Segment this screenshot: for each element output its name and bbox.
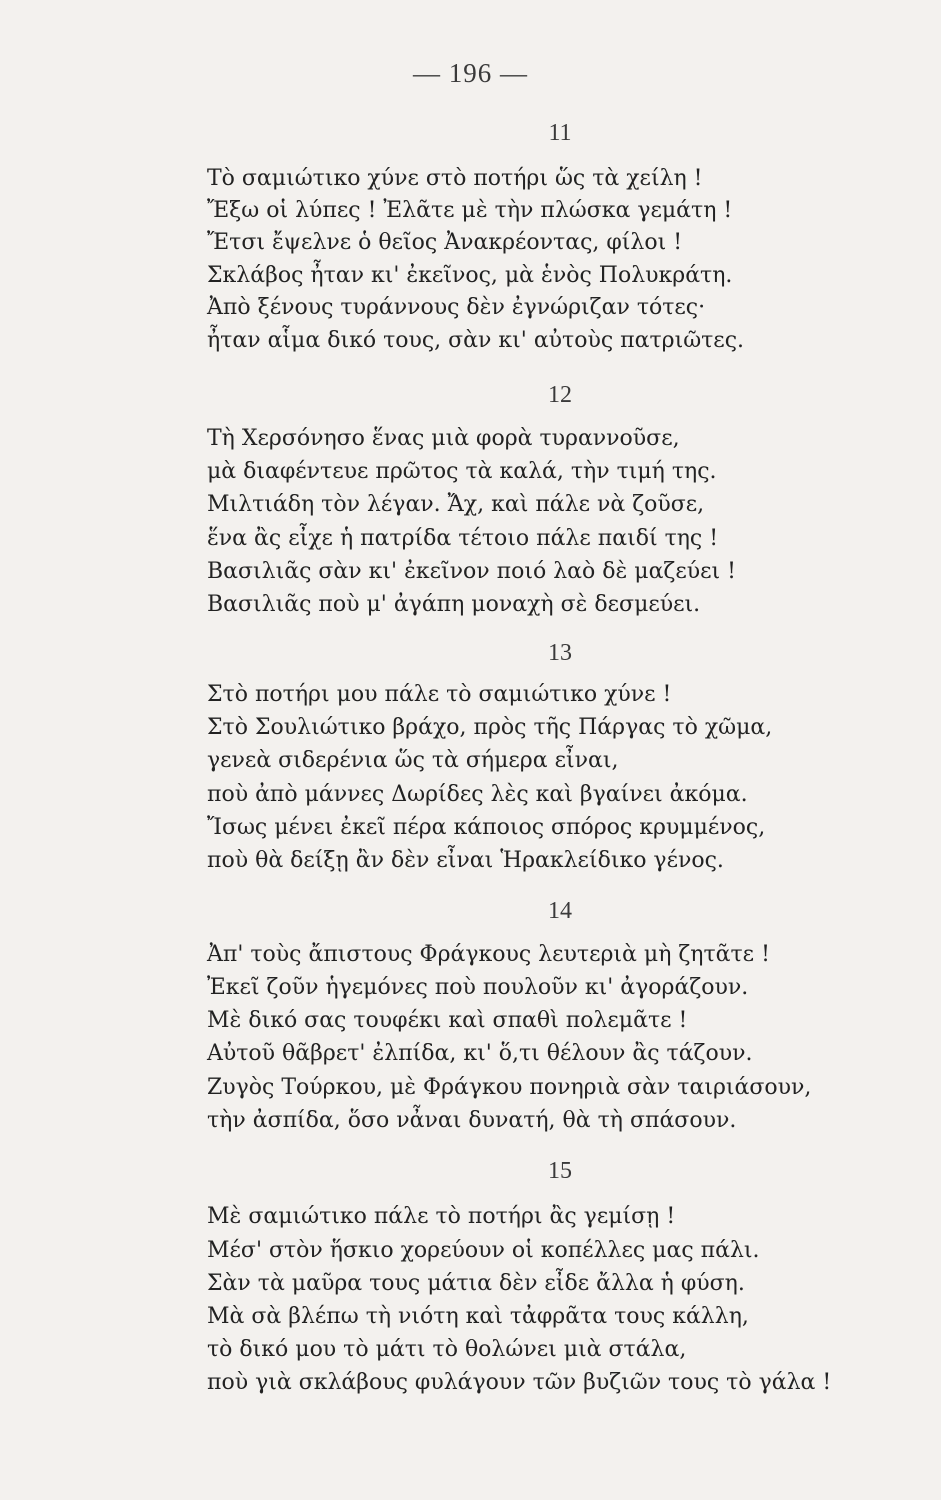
verse-line: ποὺ θὰ δείξῃ ἂν δὲν εἶναι Ἡρακλείδικο γένος. (207, 848, 724, 873)
verse-line: τὸ δικό μου τὸ μάτι τὸ θολώνει μιὰ στάλα, (207, 1337, 687, 1362)
stanza-number: 13 (548, 640, 572, 666)
verse-line: ποὺ ἀπὸ μάννες Δωρίδες λὲς καὶ βγαίνει ἀκόμα. (207, 782, 748, 807)
verse-line: Τὴ Χερσόνησο ἕνας μιὰ φορὰ τυραννοῦσε, (207, 426, 680, 451)
verse-line: γενεὰ σιδερένια ὥς τὰ σήμερα εἶναι, (207, 748, 619, 773)
verse-line: Μὰ σὰ βλέπω τὴ νιότη καὶ τἀφρᾶτα τους κάλλη, (207, 1304, 749, 1329)
verse-line: Ἀπὸ ξένους τυράννους δὲν ἐγνώριζαν τότες· (207, 295, 706, 320)
verse-line: Αὐτοῦ θᾶβρετ' ἐλπίδα, κι' ὅ,τι θέλουν ἂς τάζουν. (207, 1041, 753, 1066)
verse-line: Βασιλιᾶς ποὺ μ' ἀγάπη μοναχὴ σὲ δεσμεύει. (207, 592, 701, 617)
verse-line: Μὲ δικό σας τουφέκι καὶ σπαθὶ πολεμᾶτε ! (207, 1008, 688, 1033)
verse-line: Βασιλιᾶς σὰν κι' ἐκεῖνον ποιό λαὸ δὲ μαζεύει ! (207, 559, 736, 584)
verse-line: Ἴσως μένει ἐκεῖ πέρα κάποιος σπόρος κρυμμένος, (207, 815, 766, 840)
verse-line: Μέσ' στὸν ἥσκιο χορεύουν οἱ κοπέλλες μας πάλι. (207, 1238, 760, 1263)
verse-line: ἦταν αἷμα δικό τους, σὰν κι' αὐτοὺς πατριῶτες. (207, 328, 745, 353)
verse-line: Στὸ Σουλιώτικο βράχο, πρὸς τῆς Πάργας τὸ χῶμα, (207, 715, 773, 740)
stanza-number: 11 (548, 120, 572, 146)
verse-line: Τὸ σαμιώτικο χύνε στὸ ποτήρι ὥς τὰ χείλη ! (207, 166, 703, 191)
verse-line: ἕνα ἂς εἶχε ἡ πατρίδα τέτοιο πάλε παιδί της ! (207, 526, 719, 551)
page-number: — 196 — (413, 58, 528, 88)
verse-line: ποὺ γιὰ σκλάβους φυλάγουν τῶν βυζιῶν τους τὸ γάλα ! (207, 1370, 832, 1395)
verse-line: Στὸ ποτήρι μου πάλε τὸ σαμιώτικο χύνε ! (207, 682, 672, 707)
verse-line: Μιλτιάδη τὸν λέγαν. Ἄχ, καὶ πάλε νὰ ζοῦσε, (207, 492, 705, 517)
verse-line: Ζυγὸς Τούρκου, μὲ Φράγκου πονηριὰ σὰν ταιριάσουν, (207, 1075, 812, 1100)
verse-line: Σκλάβος ἦταν κι' ἐκεῖνος, μὰ ἑνὸς Πολυκράτη. (207, 263, 733, 288)
stanza-number: 14 (548, 898, 572, 924)
verse-line: μὰ διαφέντευε πρῶτος τὰ καλά, τὴν τιμή της. (207, 459, 717, 484)
verse-line: Μὲ σαμιώτικο πάλε τὸ ποτήρι ἂς γεμίσῃ ! (207, 1204, 676, 1229)
verse-line: τὴν ἀσπίδα, ὅσο νἆναι δυνατή, θὰ τὴ σπάσουν. (207, 1108, 737, 1133)
verse-line: Ἔτσι ἔψελνε ὁ θεῖος Ἀνακρέοντας, φίλοι ! (207, 230, 683, 255)
verse-line: Σὰν τὰ μαῦρα τους μάτια δὲν εἶδε ἄλλα ἡ φύση. (207, 1271, 745, 1296)
stanza-number: 12 (548, 382, 572, 408)
verse-line: Ἐκεῖ ζοῦν ἡγεμόνες ποὺ πουλοῦν κι' ἀγοράζουν. (207, 975, 749, 1000)
verse-line: Ἔξω οἱ λύπες ! Ἐλᾶτε μὲ τὴν πλώσκα γεμάτη ! (207, 198, 733, 223)
stanza-number: 15 (548, 1158, 572, 1184)
verse-line: Ἀπ' τοὺς ἄπιστους Φράγκους λευτεριὰ μὴ ζητᾶτε ! (207, 942, 770, 967)
